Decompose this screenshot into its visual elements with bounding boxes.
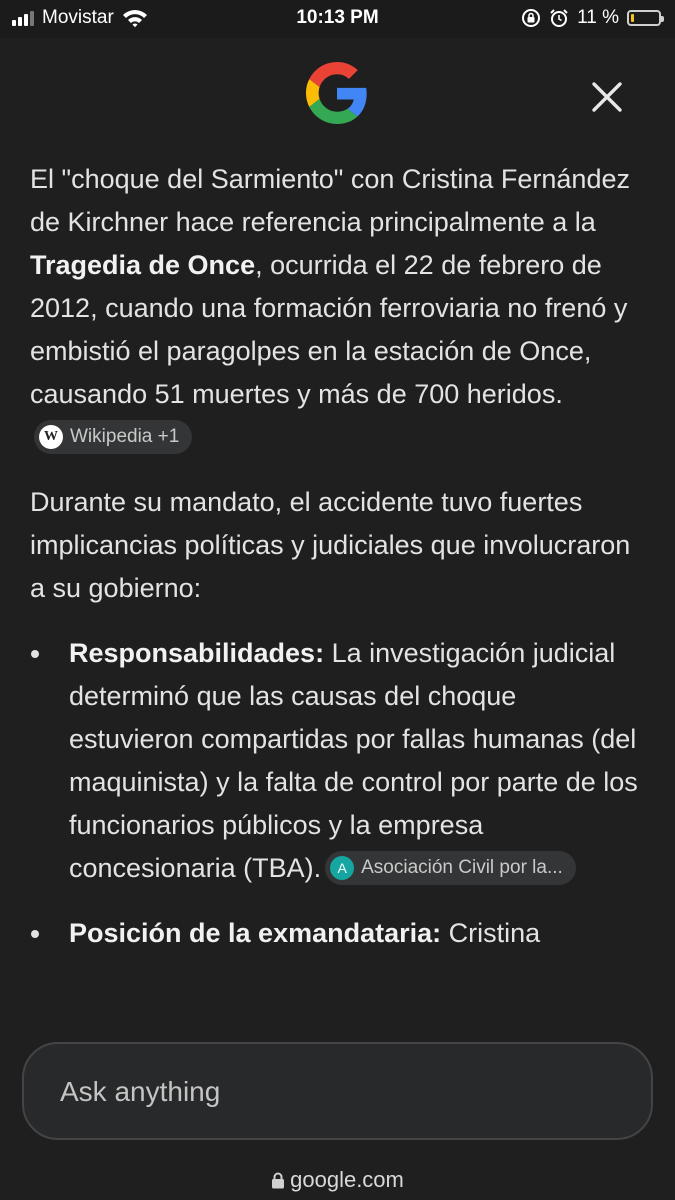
battery-percent: 11 % <box>577 7 619 28</box>
ask-input[interactable] <box>58 1044 622 1140</box>
header <box>0 38 675 148</box>
status-right <box>521 7 661 29</box>
carrier-name: Movistar <box>42 7 114 28</box>
bullet-text: La investigación judicial determinó que las causas del choque estuvieron compartidas por fallas humanas (del maquinista) y la falta de control por parte de los funcionarios públicos y la empresa concesionaria (TBA). <box>69 638 638 883</box>
bullet-text: Cristina <box>441 918 541 948</box>
status-time: 10:13 PM <box>296 7 379 28</box>
battery-level <box>631 14 634 22</box>
wikipedia-icon: W <box>39 425 63 449</box>
bold-term: Tragedia de Once <box>30 250 256 280</box>
bullet-title: Responsabilidades: <box>69 638 325 668</box>
battery-icon <box>627 10 661 26</box>
content-fade <box>30 976 640 992</box>
answer-paragraph-1 <box>30 158 640 459</box>
answer-bullet-list <box>30 632 640 955</box>
source-chip-wikipedia[interactable] <box>34 420 192 454</box>
lock-icon <box>271 1172 285 1189</box>
url-bar[interactable] <box>0 1160 675 1200</box>
answer-content <box>30 158 640 992</box>
list-item <box>30 912 640 955</box>
status-bar <box>0 0 675 38</box>
bullet-title: Posición de la exmandataria: <box>69 918 442 948</box>
source-chip-label: Wikipedia +1 <box>70 425 180 447</box>
close-button[interactable] <box>582 72 632 122</box>
answer-paragraph-2: Durante su mandato, el accidente tuvo fuertes implicancias políticas y judiciales que involucraron a su gobierno: <box>30 487 631 603</box>
url-domain: google.com <box>290 1167 404 1192</box>
ask-bar <box>22 1042 653 1140</box>
orientation-lock-icon <box>521 8 541 28</box>
close-icon <box>591 81 623 113</box>
google-g-logo <box>306 62 368 124</box>
paragraph-text: , ocurrida el 22 de febrero de 2012, cuando una formación ferroviaria no frenó y embistió el paragolpes en la estación de Once, causando 51 muertes y más de 700 heridos. <box>30 250 628 409</box>
asociacion-source-icon: A <box>330 856 354 880</box>
alarm-icon <box>549 8 569 28</box>
list-item <box>30 632 640 890</box>
paragraph-text: El "choque del Sarmiento" con Cristina Fernández de Kirchner hace referencia principalmente a la <box>30 164 630 237</box>
source-chip-asociacion[interactable] <box>325 851 576 885</box>
source-chip-label: Asociación Civil por la... <box>361 856 563 878</box>
